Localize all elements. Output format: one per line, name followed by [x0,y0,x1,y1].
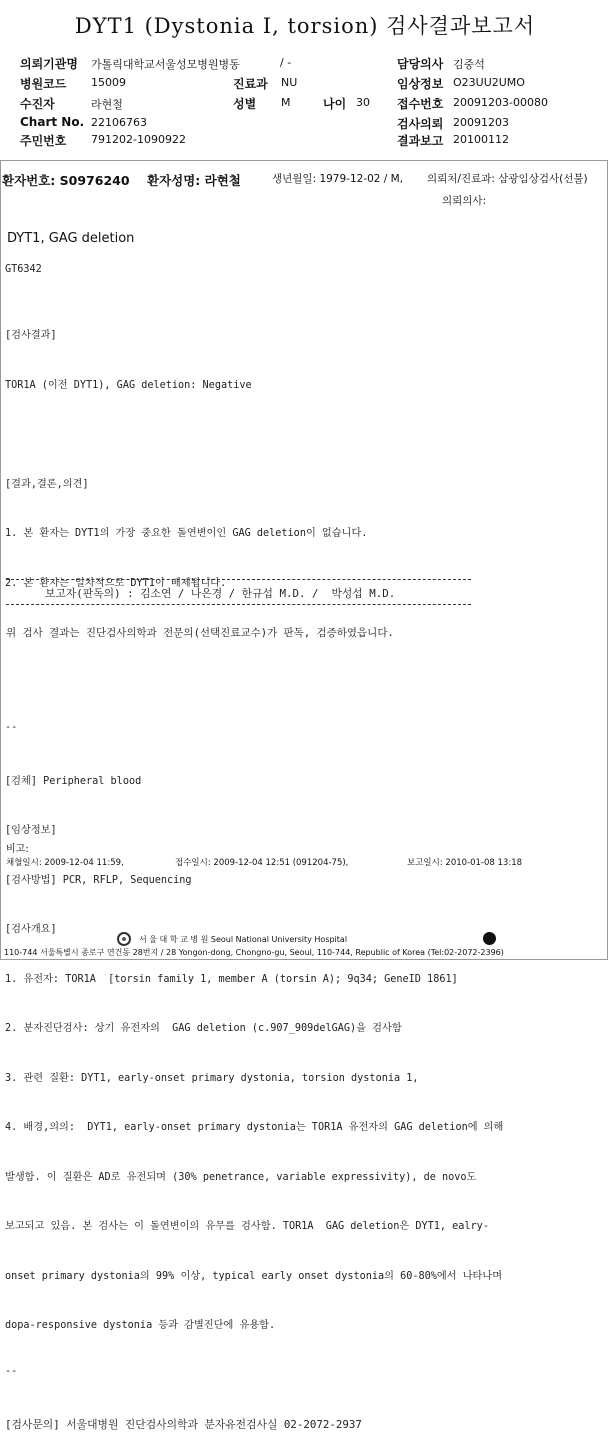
divider-bottom [6,604,471,605]
value-requesting-institution: 가톨릭대학교서울성모병원병동 [91,58,240,71]
body-line: [결과,결론,의견] [5,478,89,490]
body-line: [검사개요] [5,924,57,935]
test-name: DYT1, GAG deletion [7,231,135,246]
body-line: 1. 본 환자는 DYT1의 가장 중요한 돌연변이인 GAG deletion이 없습니다. [5,528,368,539]
value-hospital-code: 15009 [91,76,126,89]
label-department: 진료과 [233,77,268,91]
body-line: [검사결과] [5,330,57,341]
label-patient: 수진자 [20,97,55,111]
footer-hospital-name: 서 울 대 학 교 병 원 Seoul National University Hospital [139,935,348,944]
body-line: -- [5,1365,18,1377]
body-line: onset primary dystonia의 99% 이상, typical early onset dystonia의 60-80%에서 나타나며 [5,1270,503,1282]
body-line [5,673,503,685]
seal-dot-icon [483,932,496,945]
value-patient: 라현철 [91,98,123,111]
value-department: NU [281,76,298,89]
footer-address: 110-744 서울특별시 종로구 연건동 28번지 / 28 Yongon-dong, Chongno-gu, Seoul, 110-744, Republic of Korea (Tel:02-2072-2396) [4,948,504,957]
body-line: [임상정보] [5,825,57,836]
body-line: 1. 유전자: TOR1A [torsin family 1, member A (torsin A); 9q34; GeneID 1861] [5,973,458,985]
report-time: 보고일시: 2010-01-08 13:18 [407,858,523,868]
body-line: 2. 분자진단검사: 상기 유전자의 GAG deletion (c.907_909delGAG)을 검사함 [5,1023,402,1034]
value-sex: M [281,96,291,109]
label-sex: 성별 [233,97,257,111]
value-resident-no: 791202-1090922 [91,133,186,146]
body-line [5,425,503,437]
hospital-logo-icon [117,932,131,946]
body-line: 발생함. 이 질환은 AD로 유전되며 (30% penetrance, variable expressivity), de novo도 [5,1171,477,1183]
value-test-request: 20091203 [453,116,509,129]
label-attending-doctor: 담당의사 [397,57,444,71]
label-resident-no: 주민번호 [20,134,67,148]
body-line: [검체] Peripheral blood [5,775,142,787]
divider-top [6,579,471,580]
body-line: 3. 관련 질환: DYT1, early-onset primary dystonia, torsion dystonia 1, [5,1072,419,1084]
verification-statement: 위 검사 결과는 진단검사의학과 전문의(선택진료교수)가 판독, 검증하였읍니다. [6,627,394,639]
body-line: 2. 본 환자는 일차적으로 DYT1이 배제됩니다. [5,577,227,589]
body-line: dopa-responsive dystonia 등과 감별진단에 유용함. [5,1320,276,1331]
value-result-report: 20100112 [453,133,509,146]
body-line: 4. 배경,의의: DYT1, early-onset primary dystonia는 TOR1A 유전자의 GAG deletion에 의해 [5,1122,504,1133]
body-line: TOR1A (이전 DYT1), GAG deletion: Negative [5,379,252,391]
value-age: 30 [356,96,370,109]
value-ward-extra: / - [280,56,292,69]
label-receipt-no: 접수번호 [397,97,444,111]
receipt-time: 접수일시: 2009-12-04 12:51 (091204-75), [175,858,349,868]
patient-id: 환자번호: S0976240 [2,173,130,188]
label-requesting-institution: 의뢰기관명 [20,57,78,71]
reporter-line: 보고자(판독의) : 김소연 / 나은경 / 한규섭 M.D. / 박성섭 M.D. [45,587,396,600]
remarks-label: 비고: [6,844,29,855]
value-chart-no: 22106763 [91,116,147,129]
patient-birth: 생년월일: 1979-12-02 / M, [272,173,404,185]
label-age: 나이 [323,97,347,111]
body-line: [검사문의] 서울대병원 진단검사의학과 분자유전검사실 02-2072-2937 [5,1417,362,1431]
body-line: 보고되고 있음. 본 검사는 이 돌연변이의 유무를 검사함. TOR1A GAG deletion은 DYT1, ealry- [5,1221,489,1232]
label-hospital-code: 병원코드 [20,77,67,91]
body-line: [검사방법] PCR, RFLP, Sequencing [5,874,192,886]
report-title: DYT1 (Dystonia I, torsion) 검사결과보고서 [74,14,536,38]
test-code: GT6342 [5,264,42,275]
body-line: -- [5,722,18,733]
value-clinical-info: O23UU2UMO [453,76,525,89]
label-result-report: 결과보고 [397,134,444,148]
requester-department: 의뢰처/진료과: 삼광임상검사(선불) [427,173,588,185]
label-chart-no: Chart No. [20,115,85,129]
label-clinical-info: 임상정보 [397,77,444,91]
label-test-request: 검사의뢰 [397,117,444,131]
requesting-doctor: 의뢰의사: [442,195,487,207]
patient-name: 환자성명: 라현철 [147,173,241,188]
value-receipt-no: 20091203-00080 [453,96,548,109]
value-attending-doctor: 김중석 [453,58,485,71]
collection-time: 채혈일시: 2009-12-04 11:59, [6,858,124,868]
